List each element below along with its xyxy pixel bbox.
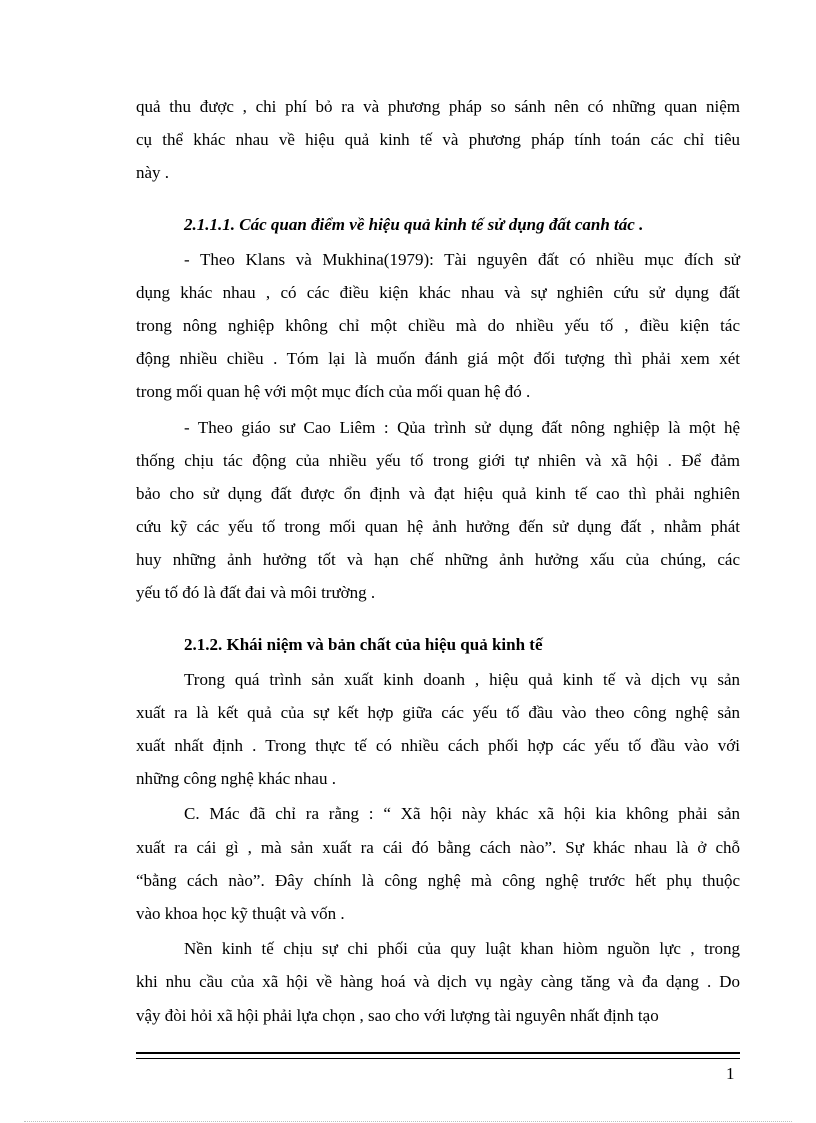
paragraph-klans-mukhina — [136, 243, 740, 409]
page-edge-divider — [24, 1121, 792, 1122]
footer-divider-thick — [136, 1052, 740, 1054]
text-line: dụng khác nhau , có các điều kiện khác nhau và sự nghiên cứu sử dụng đất — [136, 282, 740, 302]
text-line: yếu tố đó là đất đai và môi trường . — [136, 583, 376, 603]
text-line: cụ thể khác nhau về hiệu quả kinh tế và phương pháp tính toán các chỉ tiêu — [136, 130, 740, 150]
paragraph-scarcity — [136, 932, 740, 1032]
paragraph-cao-liem — [136, 411, 740, 610]
text-line: những công nghệ khác nhau . — [136, 769, 336, 789]
text-line: “bằng cách nào”. Đây chính là công nghệ mà công nghệ trước hết phụ thuộc — [136, 870, 740, 890]
text-line: động nhiều chiều . Tóm lại là muốn đánh giá một đối tượng thì phải xem xét — [136, 349, 740, 369]
text-line: huy những ảnh hưởng tốt và hạn chế những ảnh hưởng xấu của chúng, các — [136, 550, 740, 570]
section-heading-2-1-1-1: 2.1.1.1. Các quan điểm về hiệu quả kinh tế sử dụng đất canh tác . — [184, 214, 644, 234]
paragraph-production-process — [136, 663, 740, 796]
text-line: thống chịu tác động của nhiều yếu tố trong giới tự nhiên và xã hội . Để đảm — [136, 450, 740, 470]
intro-paragraph — [136, 90, 740, 190]
text-line: quả thu được , chi phí bỏ ra và phương pháp so sánh nên có những quan niệm — [136, 97, 740, 116]
text-line: trong mối quan hệ với một mục đích của mối quan hệ đó . — [136, 382, 531, 402]
text-line: - Theo giáo sư Cao Liêm : Qủa trình sử dụng đất nông nghiệp là một hệ — [184, 417, 740, 437]
paragraph-marx-quote — [136, 797, 740, 930]
page-number: 1 — [726, 1064, 735, 1083]
text-line: bảo cho sử dụng đất được ổn định và đạt hiệu quả kinh tế cao thì phải nghiên — [136, 483, 740, 503]
text-line: Trong quá trình sản xuất kinh doanh , hiệu quả kinh tế và dịch vụ sản — [184, 669, 740, 689]
section-heading-2-1-2: 2.1.2. Khái niệm và bản chất của hiệu quả kinh tế — [184, 634, 543, 654]
text-line: vậy đòi hỏi xã hội phải lựa chọn , sao cho với lượng tài nguyên nhất định tạo — [136, 1005, 659, 1025]
text-line: cứu kỹ các yếu tố trong mối quan hệ ảnh hưởng đến sử dụng đất , nhằm phát — [136, 517, 740, 537]
text-line: này . — [136, 163, 170, 183]
document-body — [136, 90, 740, 1032]
text-line: xuất ra là kết quả của sự kết hợp giữa các yếu tố đầu vào theo công nghệ sản — [136, 702, 740, 722]
text-line: Nền kinh tế chịu sự chi phối của quy luật khan hiòm nguồn lực , trong — [184, 939, 740, 959]
text-line: xuất ra cái gì , mà sản xuất ra cái đó bằng cách nào”. Sự khác nhau là ở chỗ — [136, 837, 740, 857]
text-line: khi nhu cầu của xã hội về hàng hoá và dịch vụ ngày càng tăng và đa dạng . Do — [136, 972, 740, 992]
text-line: xuất nhất định . Trong thực tế có nhiều cách phối hợp các yếu tố đầu vào với — [136, 736, 740, 755]
text-line: - Theo Klans và Mukhina(1979): Tài nguyên đất có nhiều mục đích sử — [184, 249, 740, 269]
footer-divider-thin — [136, 1058, 740, 1059]
text-line: vào khoa học kỹ thuật và vốn . — [136, 903, 345, 923]
text-line: C. Mác đã chỉ ra rằng : “ Xã hội này khác xã hội kia không phải sản — [184, 804, 740, 824]
text-line: trong nông nghiệp không chỉ một chiều mà do nhiều yếu tố , điều kiện tác — [136, 315, 740, 335]
